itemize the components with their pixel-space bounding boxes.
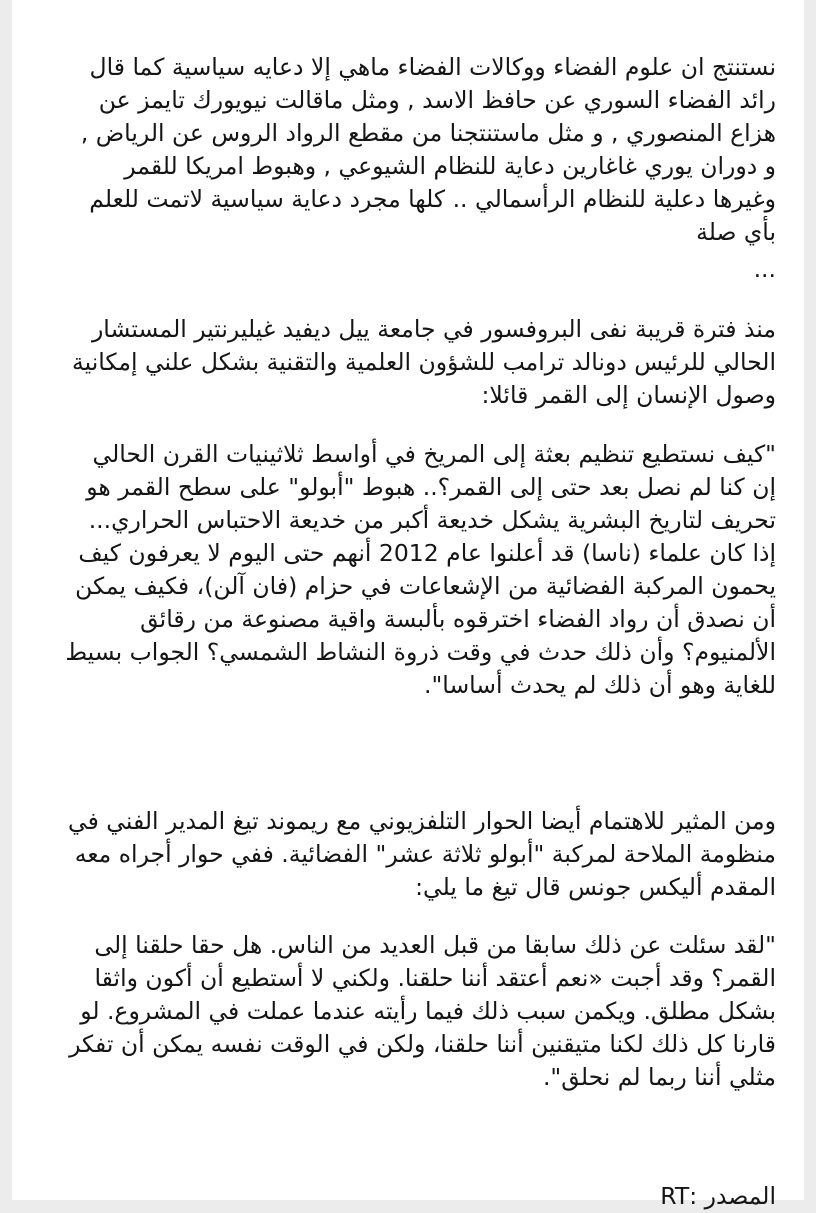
source-line bbox=[64, 1180, 776, 1213]
paragraph-teague-quote: "لقد سئلت عن ذلك سابقا من قبل العديد من الناس. هل حقا حلقنا إلى القمر؟ وقد أجبت «نعم أعتقد أننا حلقنا. ولكني لا أستطيع أن أكون واثقا بشكل مطلق. ويكمن سبب ذلك فيما رأيته عندما عملت في المشروع. لو قارنا كل ذلك لكنا متيقنين أننا حلقنا، ولكن في الوقت نفسه يمكن أن تفكر مثلي أننا ربما لم نحلق". bbox=[69, 931, 776, 1091]
paragraph-gelernter-intro: منذ فترة قريبة نفى البروفسور في جامعة ييل ديفيد غيليرنتير المستشار الحالي للرئيس دونالد ترامب للشؤون العلمية والتقنية بشكل علني إمكانية وصول الإنسان إلى القمر قائلا: bbox=[72, 315, 776, 409]
document-page bbox=[12, 0, 804, 1210]
source-text: المصدر :RT bbox=[660, 1182, 776, 1210]
paragraph-teague-intro: ومن المثير للاهتمام أيضا الحوار التلفزيوني مع ريموند تيغ المدير الفني في منظومة الملاحة لمركبة "أبولو ثلاثة عشر" الفضائية. ففي حوار أجراه معه المقدم أليكس جونس قال تيغ ما يلي: bbox=[67, 807, 776, 901]
paragraph-conclusion: نستنتج ان علوم الفضاء ووكالات الفضاء ماهي إلا دعايه سياسية كما قال رائد الفضاء السوري عن حافظ الاسد , ومثل ماقالت نيويورك تايمز عن هزاع المنصوري , و مثل ماستنتجنا من مقطع الرواد الروس عن الرياض , و دوران يوري غاغارين دعاية للنظام الشيوعي , وهبوط امريكا للقمر وغيرها دعلية للنظام الرأسمالي .. كلها مجرد دعاية سياسية لاتمت للعلم بأي صلة bbox=[80, 53, 776, 246]
paragraph-gelernter-quote: "كيف نستطيع تنظيم بعثة إلى المريخ في أواسط ثلاثينيات القرن الحالي إن كنا لم نصل بعد حتى إلى القمر؟.. هبوط "أبولو" على سطح القمر هو تحريف لتاريخ البشرية يشكل خديعة أكبر من خديعة الاحتباس الحراري... إذا كان علماء (ناسا) قد أعلنوا عام 2012 أنهم حتى اليوم لا يعرفون كيف يحمون المركبة الفضائية من الإشعاعات في حزام (فان آلن)، فكيف يمكن أن نصدق أن رواد الفضاء اخترقوه بألبسة واقية مصنوعة من رقائق الألمنيوم؟ وأن ذلك حدث في وقت ذروة النشاط الشمسي؟ الجواب بسيط للغاية وهو أن ذلك لم يحدث أساسا". bbox=[65, 440, 776, 699]
ellipsis-separator: ... bbox=[753, 255, 776, 283]
